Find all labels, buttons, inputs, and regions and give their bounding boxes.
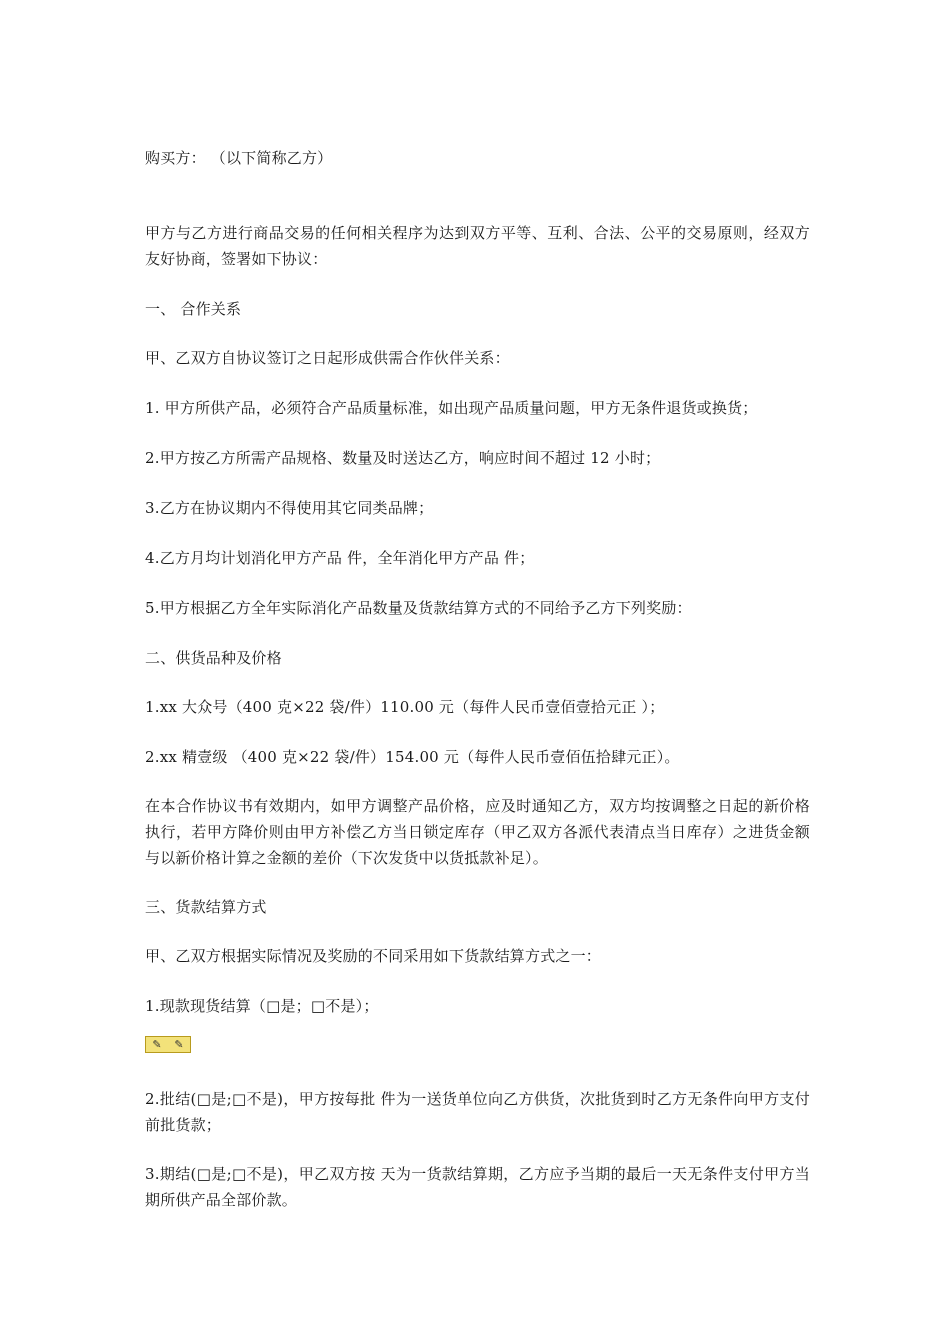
section-2-item-2: 2.xx 精壹级 （400 克×22 袋/件）154.00 元（每件人民币壹佰伍拾肆元正）。 [145, 748, 680, 766]
section-2-item-1: 1.xx 大众号（400 克×22 袋/件）110.00 元（每件人民币壹佰壹拾元正 ）； [145, 698, 665, 716]
section-3-item-1: 1.现款现货结算（□是；□不是）； [145, 997, 379, 1015]
embedded-object-icons[interactable] [145, 1036, 191, 1053]
section-2-note: 在本合作协议书有效期内，如甲方调整产品价格，应及时通知乙方，双方均按调整之日起的新价格执行，若甲方降价则由甲方补偿乙方当日锁定库存（甲乙双方各派代表清点当日库存）之进货金额与以新价格计算之金额的差价（下次发货中以货抵款补足）。 [145, 797, 810, 867]
section-3-heading: 三、货款结算方式 [145, 898, 267, 916]
section-3-item-3: 3.期结(□是;□不是)，甲乙双方按 天为一货款结算期，乙方应予当期的最后一天无条件支付甲方当期所供产品全部价款。 [145, 1165, 810, 1209]
section-3-lead: 甲、乙双方根据实际情况及奖励的不同采用如下货款结算方式之一： [145, 947, 602, 965]
section-1-lead: 甲、乙双方自协议签订之日起形成供需合作伙伴关系： [145, 349, 510, 367]
section-3-item-2: 2.批结(□是;□不是)，甲方按每批 件为一送货单位向乙方供货，次批货到时乙方无条件向甲方支付前批货款； [145, 1090, 810, 1134]
edit-icon[interactable]: ✎ [174, 1038, 184, 1051]
section-1-item-2: 2.甲方按乙方所需产品规格、数量及时送达乙方，响应时间不超过 12 小时； [145, 449, 661, 467]
buyer-line: 购买方： （以下简称乙方） [145, 149, 333, 167]
section-2-heading: 二、供货品种及价格 [145, 649, 282, 667]
section-1-item-5: 5.甲方根据乙方全年实际消化产品数量及货款结算方式的不同给予乙方下列奖励： [145, 599, 692, 617]
section-1-heading: 一、 合作关系 [145, 300, 242, 318]
section-1-item-3: 3.乙方在协议期内不得使用其它同类品牌； [145, 499, 434, 517]
intro-paragraph: 甲方与乙方进行商品交易的任何相关程序为达到双方平等、互利、合法、公平的交易原则，经双方友好协商，签署如下协议： [145, 224, 810, 268]
section-1-item-4: 4.乙方月均计划消化甲方产品 件，全年消化甲方产品 件； [145, 549, 535, 567]
edit-icon[interactable]: ✎ [152, 1038, 162, 1051]
section-1-item-1: 1. 甲方所供产品，必须符合产品质量标准，如出现产品质量问题，甲方无条件退货或换货； [145, 399, 758, 417]
